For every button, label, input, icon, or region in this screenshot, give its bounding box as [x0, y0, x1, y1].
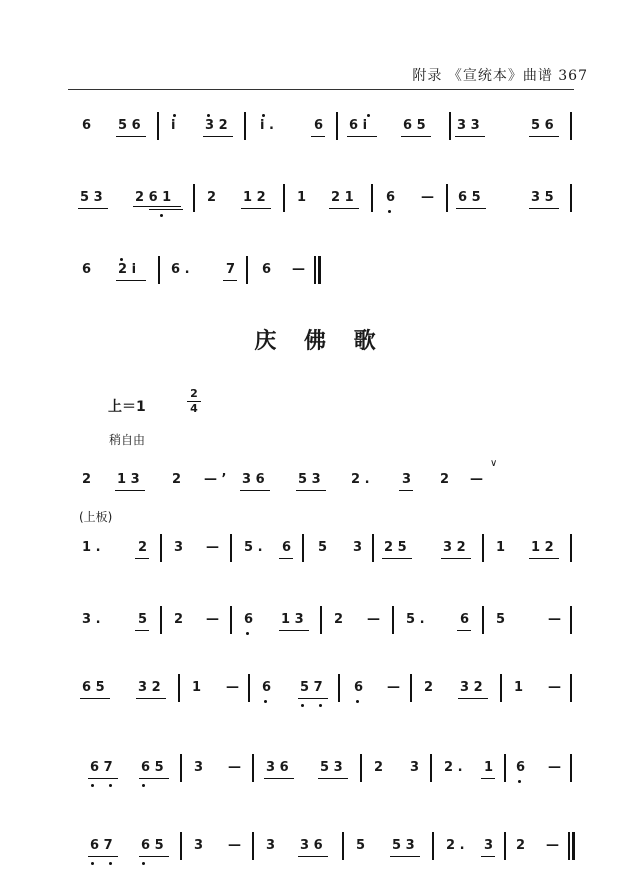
barline [157, 112, 159, 140]
time-signature-top: 2 [190, 387, 198, 400]
dash: — [421, 190, 434, 205]
note: 6 [282, 540, 292, 555]
stave-1 [0, 118, 640, 146]
note-group: 3 2 [138, 680, 161, 695]
key-signature: 上＝1 [108, 399, 146, 415]
dash: — [548, 760, 561, 775]
final-barline [568, 832, 570, 860]
barline [570, 754, 572, 782]
section-marking: (上板) [79, 510, 113, 524]
barline [482, 534, 484, 562]
barline [410, 674, 412, 702]
barline [252, 832, 254, 860]
barline [449, 112, 451, 140]
note: 3 . [82, 612, 101, 627]
barline [570, 184, 572, 212]
time-signature [187, 388, 201, 415]
note-group: 2 i [118, 262, 137, 277]
note: 6 [244, 612, 254, 627]
note-group: 1 2 [243, 190, 266, 205]
barline [180, 754, 182, 782]
note-group: 5 3 [80, 190, 103, 205]
stave-7 [0, 680, 640, 708]
note-group: 3 6 [242, 472, 265, 487]
note: 1 [297, 190, 307, 205]
note: 3 [174, 540, 184, 555]
note-group: 5 6 [531, 118, 554, 133]
barline [338, 674, 340, 702]
note: 6 [82, 118, 92, 133]
note: 6 [460, 612, 470, 627]
note: 2 . [446, 838, 465, 853]
final-barline [314, 256, 316, 284]
note: 2 . [351, 472, 370, 487]
barline [342, 832, 344, 860]
dash: — [470, 472, 483, 487]
note-group: 3 6 [266, 760, 289, 775]
stave-3 [0, 262, 640, 290]
note: 2 [82, 472, 92, 487]
stave-6 [0, 612, 640, 640]
barline [372, 534, 374, 562]
note-group: 3 3 [457, 118, 480, 133]
barline [178, 674, 180, 702]
song-title: 庆 佛 歌 [254, 328, 386, 354]
barline [180, 832, 182, 860]
note: 1 . [82, 540, 101, 555]
barline [432, 832, 434, 860]
barline [320, 606, 322, 634]
note-group: 5 6 [118, 118, 141, 133]
note-group: 1 3 [117, 472, 140, 487]
barline [302, 534, 304, 562]
note-group: 2 6 1 [135, 190, 172, 205]
note: 2 [138, 540, 148, 555]
stave-9 [0, 838, 640, 866]
header-rule [68, 89, 574, 90]
barline [500, 674, 502, 702]
note-group: 1 3 [281, 612, 304, 627]
note: 6 [314, 118, 324, 133]
note: 2 [516, 838, 526, 853]
note-group: 6 i [349, 118, 368, 133]
page-header: 附录 《宣统本》曲谱 367 [412, 68, 588, 84]
dash: — [206, 540, 219, 555]
note-group: 3 2 [443, 540, 466, 555]
barline [570, 606, 572, 634]
barline [360, 754, 362, 782]
note: i . [260, 118, 274, 133]
barline [430, 754, 432, 782]
note-group: 6 5 [82, 680, 105, 695]
dash: — [548, 612, 561, 627]
note-group: 5 3 [320, 760, 343, 775]
barline [570, 112, 572, 140]
note-group: 3 5 [531, 190, 554, 205]
note: 6 [516, 760, 526, 775]
note: 5 . [406, 612, 425, 627]
barline [244, 112, 246, 140]
note: 1 [496, 540, 506, 555]
final-barline-thick [572, 832, 575, 860]
barline [230, 606, 232, 634]
note: 6 [386, 190, 396, 205]
note: 2 [207, 190, 217, 205]
note: 2 [440, 472, 450, 487]
note: 6 [262, 680, 272, 695]
note: 5 [138, 612, 148, 627]
dash: — [546, 838, 559, 853]
stave-5 [0, 540, 640, 568]
note: 6 . [171, 262, 190, 277]
note: 2 [334, 612, 344, 627]
time-signature-bottom: 4 [190, 402, 198, 415]
final-barline-thick [318, 256, 321, 284]
note-group: 5 7 [300, 680, 323, 695]
note-group: 2 1 [331, 190, 354, 205]
barline [283, 184, 285, 212]
dash: — [367, 612, 380, 627]
dash: — [206, 612, 219, 627]
note: 2 [374, 760, 384, 775]
note: 5 [356, 838, 366, 853]
note-group: 5 3 [392, 838, 415, 853]
barline [193, 184, 195, 212]
barline [371, 184, 373, 212]
note-group: 5 3 [298, 472, 321, 487]
note: 5 . [244, 540, 263, 555]
barline [504, 754, 506, 782]
tempo-marking: 稍自由 [109, 433, 146, 447]
note: 1 [484, 760, 494, 775]
note: 3 [194, 838, 204, 853]
dash: — [228, 838, 241, 853]
barline [570, 534, 572, 562]
note: 2 [174, 612, 184, 627]
note: 5 [318, 540, 328, 555]
note: 3 [266, 838, 276, 853]
barline [160, 606, 162, 634]
note: 7 [226, 262, 236, 277]
barline [248, 674, 250, 702]
note-group: 2 5 [384, 540, 407, 555]
stave-8 [0, 760, 640, 788]
dash: — [226, 680, 239, 695]
note: 2 . [444, 760, 463, 775]
note: 3 [353, 540, 363, 555]
dash: — ’ [204, 472, 227, 487]
barline [160, 534, 162, 562]
note: 5 [496, 612, 506, 627]
note: 3 [402, 472, 412, 487]
note: i [171, 118, 176, 133]
barline [246, 256, 248, 284]
note-group: 6 5 [458, 190, 481, 205]
note-group: 6 7 [90, 838, 113, 853]
dash: — [292, 262, 305, 277]
note-group: 6 5 [141, 760, 164, 775]
barline [446, 184, 448, 212]
barline [252, 754, 254, 782]
note-group: 6 5 [403, 118, 426, 133]
note: 3 [194, 760, 204, 775]
note: 1 [514, 680, 524, 695]
barline [570, 674, 572, 702]
note-group: 1 2 [531, 540, 554, 555]
note: 3 [484, 838, 494, 853]
note-group: 6 5 [141, 838, 164, 853]
note: 1 [192, 680, 202, 695]
stave-2 [0, 190, 640, 218]
breath-mark: ∨ [490, 458, 498, 469]
barline [336, 112, 338, 140]
stave-4 [0, 458, 640, 500]
note-group: 3 2 [205, 118, 228, 133]
barline [504, 832, 506, 860]
barline [392, 606, 394, 634]
barline [482, 606, 484, 634]
note: 3 [410, 760, 420, 775]
note-group: 3 6 [300, 838, 323, 853]
dash: — [548, 680, 561, 695]
note-group: 6 7 [90, 760, 113, 775]
note: 6 [354, 680, 364, 695]
note: 6 [82, 262, 92, 277]
barline [158, 256, 160, 284]
note: 2 [424, 680, 434, 695]
dash: — [228, 760, 241, 775]
barline [230, 534, 232, 562]
dash: — [387, 680, 400, 695]
note-group: 3 2 [460, 680, 483, 695]
note: 6 [262, 262, 272, 277]
note: 2 [172, 472, 182, 487]
